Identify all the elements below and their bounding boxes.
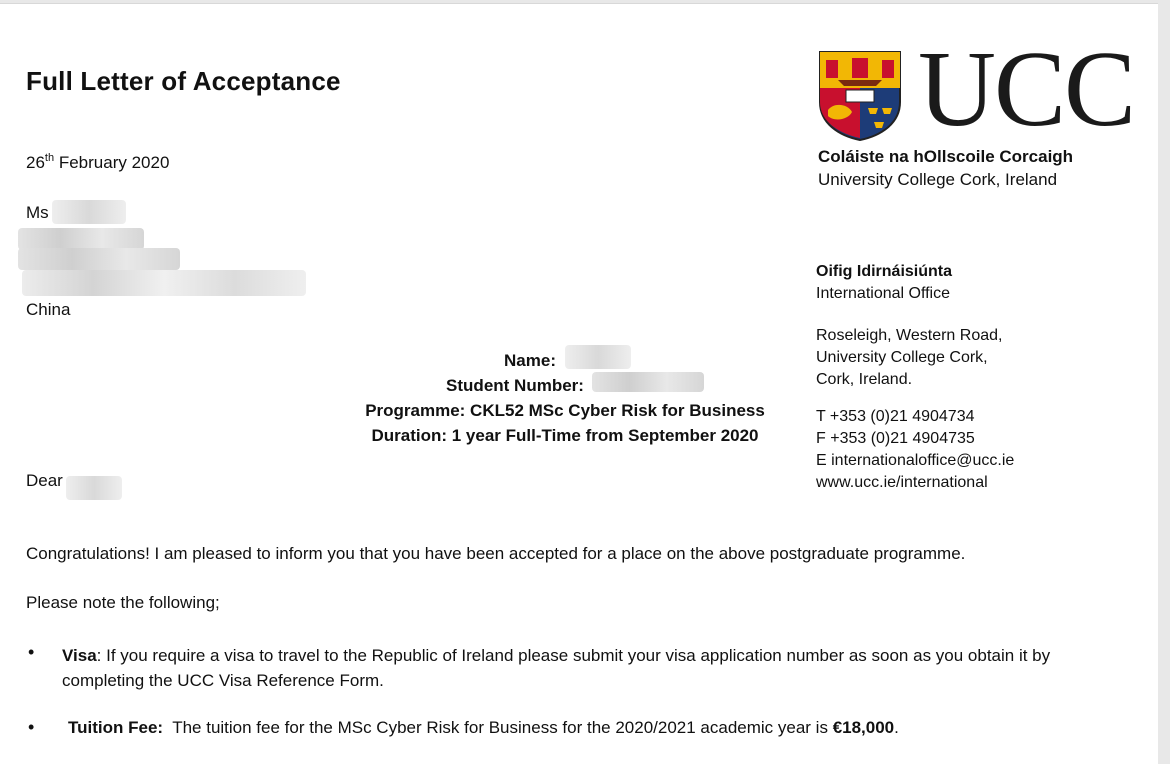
office-fax: F +353 (0)21 4904735 — [816, 430, 975, 447]
vertical-scrollbar[interactable] — [1158, 0, 1170, 758]
tuition-fee-item: Tuition Fee: The tuition fee for the MSc Cyber Risk for Business for the 2020/2021 academic year is €18,000. — [68, 718, 899, 737]
visa-item: Visa: If you require a visa to travel to the Republic of Ireland please submit your visa application number as soon as you obtain it by completing the UCC Visa Reference Form. — [62, 646, 1051, 690]
programme-row: Programme: CKL52 MSc Cyber Risk for Business — [365, 401, 765, 420]
redacted-student-number — [592, 372, 704, 392]
page-title: Full Letter of Acceptance — [26, 66, 341, 96]
ucc-crest-logo — [818, 50, 902, 142]
duration-row: Duration: 1 year Full-Time from September 2020 — [371, 426, 759, 445]
redacted-recipient-name — [52, 200, 126, 224]
letter-page — [0, 3, 1158, 764]
fee-label: Tuition Fee: — [68, 718, 164, 737]
office-phone: T +353 (0)21 4904734 — [816, 408, 975, 425]
note-paragraph: Please note the following; — [26, 593, 220, 612]
university-english-name: University College Cork, Ireland — [818, 170, 1058, 189]
fee-amount: €18,000 — [832, 718, 895, 737]
university-irish-name: Coláiste na hOllscoile Corcaigh — [818, 147, 1074, 166]
office-address: Roseleigh, Western Road, University College Cork, Cork, Ireland. — [816, 327, 1003, 388]
ucc-wordmark: UCC — [918, 30, 1135, 149]
redacted-name — [565, 345, 631, 369]
congratulations-paragraph: Congratulations! I am pleased to inform you that you have been accepted for a place on the above postgraduate programme. — [26, 544, 966, 563]
office-english-title: International Office — [816, 285, 951, 302]
redacted-greeting-name — [66, 476, 122, 500]
letter-greeting: Dear — [26, 471, 63, 490]
name-label: Name: — [504, 351, 556, 370]
redacted-address-line-3 — [22, 270, 306, 296]
visa-label: Visa — [62, 646, 97, 665]
office-irish-title: Oifig Idirnáisiúnta — [816, 263, 953, 280]
recipient-country: China — [26, 300, 71, 319]
recipient-salutation: Ms — [26, 203, 49, 222]
student-number-row — [340, 373, 790, 398]
redacted-address-line-2 — [18, 248, 180, 270]
office-title — [816, 261, 952, 305]
letter-date: 26th February 2020 — [26, 152, 170, 172]
student-number-label: Student Number: — [446, 376, 584, 395]
bullet-point: • — [28, 642, 35, 662]
redacted-address-line-1 — [18, 228, 144, 250]
office-contact — [816, 406, 1014, 494]
bullet-point: • — [28, 717, 35, 737]
office-website[interactable]: www.ucc.ie/international — [816, 474, 988, 491]
office-email[interactable]: E internationaloffice@ucc.ie — [816, 452, 1015, 469]
